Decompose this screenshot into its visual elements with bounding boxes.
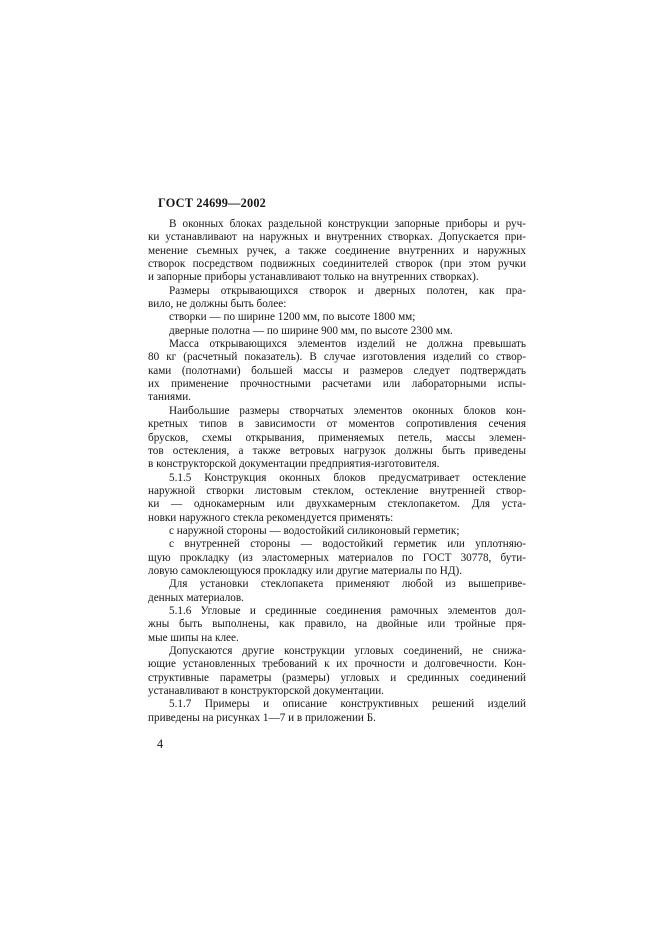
text-line: с наружной стороны — водостойкий силиконовый герметик;	[169, 524, 460, 537]
text-line: ки — однокамерным или двухкамерным стеклопакетом. Для уста-	[148, 498, 526, 511]
text-line: 5.1.6 Угловые и срединные соединения рамочных элементов дол-	[169, 604, 526, 617]
text-line: 5.1.7 Примеры и описание конструктивных решений изделий	[169, 698, 526, 711]
text-line: и запорные приборы устанавливают только на внутренних створках).	[148, 271, 479, 284]
text-line: приведены на рисунках 1—7 и в приложении Б.	[148, 711, 376, 724]
text-line: 5.1.5 Конструкция оконных блоков предусматривает остекление	[169, 471, 526, 484]
text-line: ющие установленных требований к их прочности и долговечности. Кон-	[148, 658, 526, 671]
standard-designation-header: ГОСТ 24699—2002	[158, 196, 267, 210]
text-line: новки наружного стекла рекомендуется применять:	[148, 511, 394, 524]
text-line: створок посредством подвижных соединителей створок (при этом ручки	[148, 258, 526, 271]
text-line: брусков, схемы открывания, применяемых петель, массы элемен-	[148, 431, 526, 444]
text-line: щую прокладку (из эластомерных материалов по ГОСТ 30778, бути-	[148, 551, 526, 564]
text-line: устанавливают в конструкторской документации.	[148, 685, 384, 698]
text-line: створки — по ширине 1200 мм, по высоте 1800 мм;	[169, 311, 416, 324]
text-line: Масса открывающихся элементов изделий не должна превышать	[169, 338, 526, 351]
text-line: жны быть выполнены, как правило, на двойные или тройные пря-	[148, 618, 526, 631]
text-line: мые шипы на клее.	[148, 631, 239, 644]
text-line: тов остекления, а также ветровых нагрузок должны быть приведены	[148, 444, 526, 457]
text-line: в конструкторской документации предприятия-изготовителя.	[148, 458, 440, 471]
text-line: таниями.	[148, 391, 191, 404]
text-line: ками (полотнами) большей массы и размеров следует подтверждать	[148, 364, 526, 377]
text-line: Размеры открывающихся створок и дверных полотен, как пра-	[169, 284, 526, 297]
text-line: наружной створки листовым стеклом, остекление внутренней створ-	[148, 484, 526, 497]
text-line: дверные полотна — по ширине 900 мм, по высоте 2300 мм.	[169, 324, 453, 337]
text-line: В оконных блоках раздельной конструкции запорные приборы и руч-	[169, 218, 526, 230]
page-number: 4	[157, 737, 164, 751]
text-line: денных материалов.	[148, 591, 244, 604]
text-line: менение съемных ручек, а также соединение внутренних и наружных	[148, 244, 526, 257]
text-line: вило, не должны быть более:	[148, 298, 287, 311]
text-line: Для установки стеклопакета применяют любой из вышеприве-	[169, 578, 526, 591]
text-line: их применение прочностными расчетами или лабораторными испы-	[148, 378, 526, 391]
text-line: ки устанавливают на наружных и внутренних створках. Допускается при-	[148, 231, 526, 244]
document-body	[148, 218, 526, 725]
text-line: кретных типов в зависимости от моментов сопротивления сечения	[148, 418, 526, 431]
text-line: Допускаются другие конструкции угловых соединений, не снижа-	[169, 645, 526, 657]
text-line: ловую самоклеющуюся прокладку или другие материалы по НД).	[148, 564, 463, 577]
text-line: с внутренней стороны — водостойкий герметик или уплотняю-	[169, 538, 526, 551]
text-line: 80 кг (расчетный показатель). В случае изготовления изделий со створ-	[148, 351, 526, 364]
text-line: структивные параметры (размеры) угловых и срединных соединений	[148, 671, 526, 684]
text-line: Наибольшие размеры створчатых элементов оконных блоков кон-	[169, 404, 526, 417]
